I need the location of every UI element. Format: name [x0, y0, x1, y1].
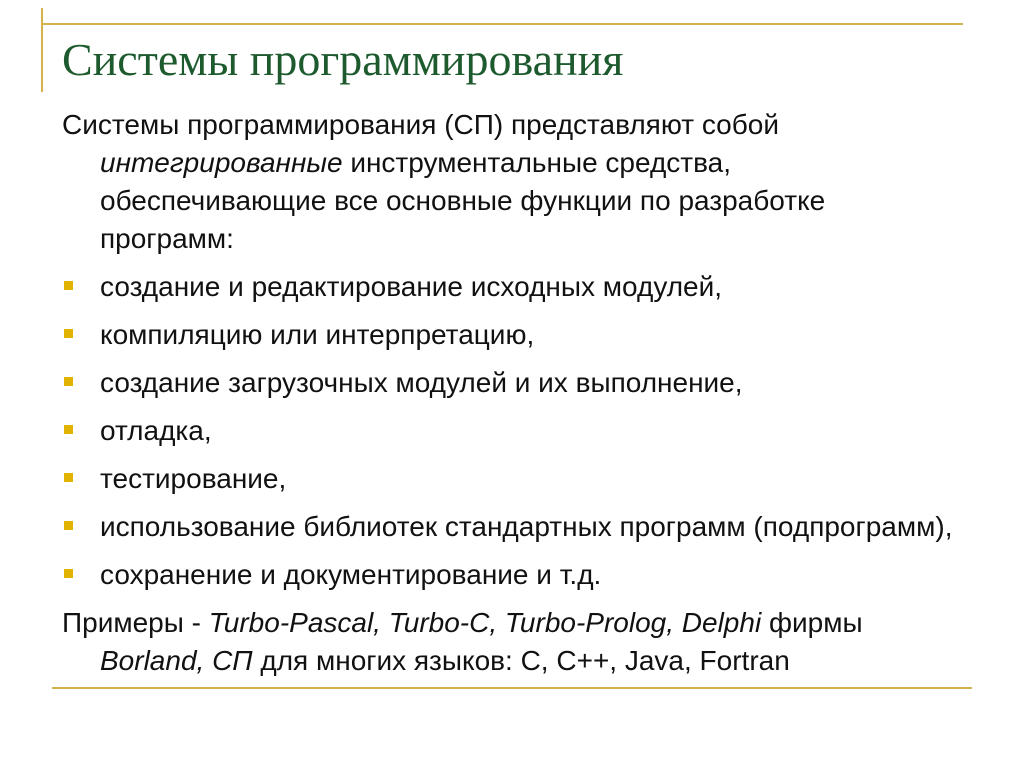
list-item: [62, 412, 962, 450]
square-bullet-icon: [64, 329, 73, 338]
examples-suffix: для многих языков: C, C++, Java, Fortran: [252, 645, 790, 676]
square-bullet-icon: [64, 473, 73, 482]
square-bullet-icon: [64, 569, 73, 578]
list-item-text: компиляцию или интерпретацию,: [100, 319, 535, 350]
intro-text-part1: Системы программирования (СП) представляют собой: [62, 109, 779, 140]
examples-paragraph: [62, 604, 962, 680]
intro-text-part2: инструментальные средства, обеспечивающие все основные функции по разработке программ:: [100, 147, 826, 254]
list-item-text: создание и редактирование исходных модулей,: [100, 271, 723, 302]
intro-paragraph: [62, 106, 962, 258]
list-item-text: отладка,: [100, 415, 212, 446]
examples-prefix: Примеры -: [62, 607, 209, 638]
examples-firm: Borland, СП: [100, 645, 253, 676]
square-bullet-icon: [64, 521, 73, 530]
square-bullet-icon: [64, 425, 73, 434]
list-item-text: использование библиотек стандартных программ (подпрограмм),: [100, 511, 953, 542]
list-item: [62, 268, 962, 306]
square-bullet-icon: [64, 281, 73, 290]
list-item: [62, 556, 962, 594]
list-item: [62, 460, 962, 498]
slide-title: Системы программирования: [62, 34, 624, 85]
intro-italic-term: интегрированные: [100, 147, 343, 178]
square-bullet-icon: [64, 377, 73, 386]
frame-vertical-line: [41, 8, 43, 92]
list-item-text: тестирование,: [100, 463, 287, 494]
list-item-text: сохранение и документирование и т.д.: [100, 559, 602, 590]
examples-products: Turbo-Pascal, Turbo-C, Turbo-Prolog, Delphi: [208, 607, 762, 638]
frame-top-line: [41, 23, 963, 25]
frame-bottom-line: [52, 687, 972, 689]
examples-firm-word: фирмы: [761, 607, 863, 638]
list-item: [62, 316, 962, 354]
slide-body: [62, 106, 962, 680]
list-item: [62, 508, 962, 546]
functions-list: [62, 268, 962, 594]
list-item-text: создание загрузочных модулей и их выполнение,: [100, 367, 743, 398]
list-item: [62, 364, 962, 402]
